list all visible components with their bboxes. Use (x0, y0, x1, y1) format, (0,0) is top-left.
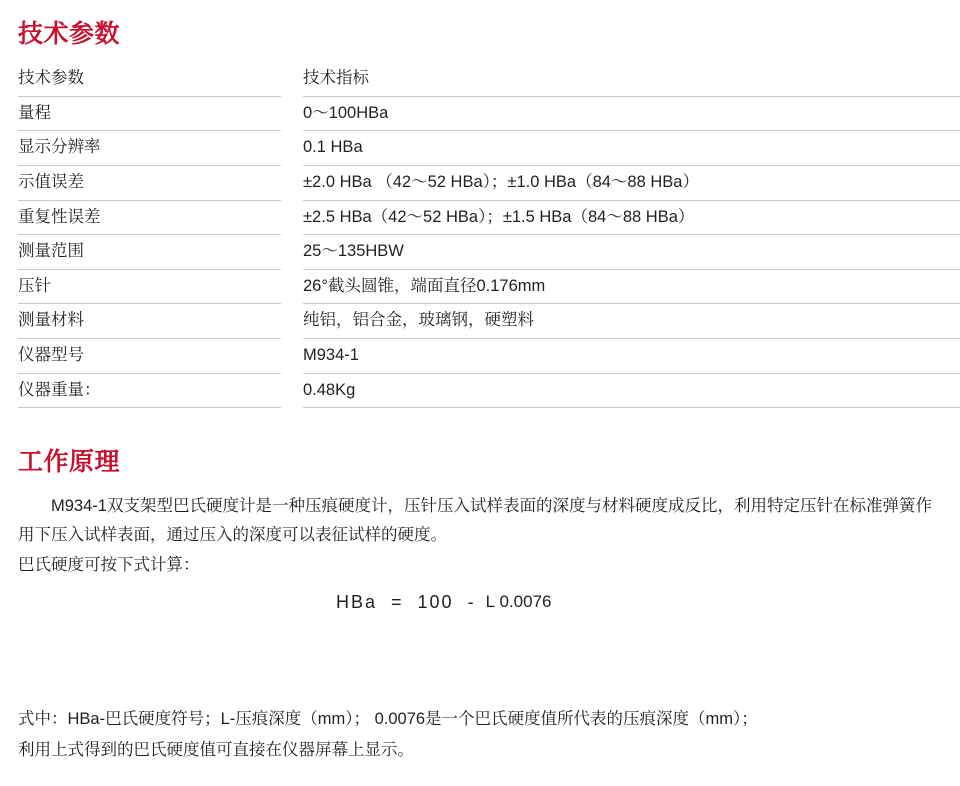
row-label: 测量范围 (18, 235, 281, 270)
table-gap-cell (281, 131, 303, 166)
row-value: 26°截头圆锥，端面直径0.176mm (303, 269, 960, 304)
row-label: 仪器重量： (18, 373, 281, 408)
table-gap-cell (281, 200, 303, 235)
principle-section-title: 工作原理 (18, 448, 121, 477)
table-gap-cell (281, 235, 303, 270)
table-row (18, 131, 960, 166)
table-row (18, 235, 960, 270)
formula-note: 式中：HBa-巴氏硬度符号；L-压痕深度（mm）； 0.0076是一个巴氏硬度值所代表的压痕深度（mm）； (18, 710, 758, 729)
row-label: 显示分辨率 (18, 131, 281, 166)
table-row (18, 269, 960, 304)
table-row (18, 373, 960, 408)
table-gap-cell (281, 165, 303, 200)
principle-paragraph-1: M934-1双支架型巴氏硬度计是一种压痕硬度计，压针压入试样表面的深度与材料硬度成反比，利用特定压针在标准弹簧作用下压入试样表面，通过压入的深度可以表征试样的硬度。 (18, 497, 932, 544)
spec-table-body (18, 68, 960, 408)
row-value: 纯铝，铝合金，玻璃钢，硬塑料 (303, 304, 960, 339)
table-gap-cell (281, 304, 303, 339)
table-row (18, 200, 960, 235)
table-row (18, 304, 960, 339)
table-row (18, 165, 960, 200)
row-label: 重复性误差 (18, 200, 281, 235)
principle-paragraph-2: 巴氏硬度可按下式计算： (18, 556, 200, 574)
table-row (18, 339, 960, 374)
formula-left-side: HBa = 100 - (336, 591, 476, 612)
table-gap-cell (281, 96, 303, 131)
row-value: 0.1 HBa (303, 131, 960, 166)
header-cell-indicator: 技术指标 (303, 68, 960, 96)
row-value: ±2.0 HBa （42～52 HBa）；±1.0 HBa（84～88 HBa） (303, 165, 960, 200)
table-gap-cell (281, 269, 303, 304)
header-cell-parameter: 技术参数 (18, 68, 281, 96)
row-value: M934-1 (303, 339, 960, 374)
row-value: 0.48Kg (303, 373, 960, 408)
table-header-row (18, 68, 960, 96)
table-gap-cell (281, 68, 303, 96)
hardness-formula (18, 591, 942, 695)
table-gap-cell (281, 339, 303, 374)
table-row (18, 96, 960, 131)
formula-denominator: 0.0076 (499, 592, 552, 612)
row-label: 压针 (18, 269, 281, 304)
spec-section-title: 技术参数 (18, 20, 121, 48)
table-gap-cell (281, 373, 303, 408)
row-value: ±2.5 HBa（42～52 HBa）；±1.5 HBa（84～88 HBa） (303, 200, 960, 235)
row-label: 仪器型号 (18, 339, 281, 374)
formula-row (18, 591, 942, 613)
row-label: 测量材料 (18, 304, 281, 339)
row-value: 0～100HBa (303, 96, 960, 131)
row-label: 示值误差 (18, 165, 281, 200)
spec-table (18, 68, 960, 408)
principle-final-paragraph: 利用上式得到的巴氏硬度值可直接在仪器屏幕上显示。 (18, 740, 414, 759)
row-value: 25～135HBW (303, 235, 960, 270)
formula-numerator: L (485, 592, 496, 612)
row-label: 量程 (18, 96, 281, 131)
formula-fraction (486, 591, 552, 613)
